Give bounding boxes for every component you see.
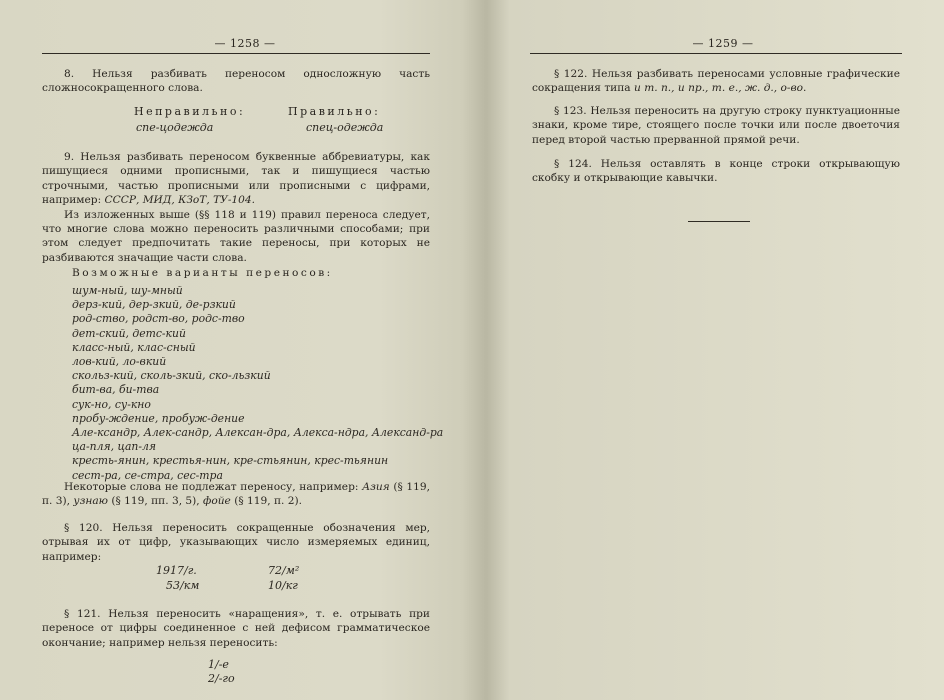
rule-124 — [532, 157, 900, 186]
end-rule — [688, 221, 750, 222]
right-label: Правильно: — [288, 105, 381, 118]
page-number-1258: — 1258 — — [214, 37, 276, 50]
conclusion-text: Из изложенных выше (§§ 118 и 119) правил переноса следует, что многие слова можно переносить различными способами; при этом следует предпочитать такие переносы, при которых не разбиваются значащие части слова. — [42, 208, 430, 264]
unit-example: 10/кг — [268, 579, 298, 592]
exception-word: Азия — [362, 481, 390, 493]
rule-123 — [532, 104, 900, 147]
variant-line: лов-кий, ло-вкий — [72, 355, 167, 369]
variant-line: сук-но, су-кно — [72, 397, 151, 411]
rule-8-examples — [42, 105, 430, 139]
rule-121-text: § 121. Нельзя переносить «наращения», т. е. отрывать при переносе от цифры соединенное с ней дефисом грамматическое окончание; например нельзя переносить: — [42, 608, 430, 649]
unit-example: 1917/г. — [156, 564, 197, 577]
rule-120 — [42, 521, 430, 564]
page-number-1259: — 1259 — — [692, 37, 754, 50]
rule-120-text: § 120. Нельзя переносить сокращенные обозначения мер, отрывая их от цифр, указывающих число измеряемых единиц, например: — [42, 522, 430, 563]
exceptions — [42, 480, 430, 509]
variant-line: род-ство, родст-во, родс-тво — [72, 312, 245, 326]
header-rule — [42, 53, 430, 54]
variant-line: сест-ра, се-стра, сес-тра — [72, 468, 223, 482]
rule-9 — [42, 150, 430, 265]
variants-heading — [72, 266, 430, 280]
variant-line: ца-пля, цап-ля — [72, 440, 157, 454]
exception-word: узнаю — [73, 495, 108, 508]
exception-word: фойе — [203, 495, 231, 508]
variant-line: скольз-кий, сколь-зкий, ско-льзкий — [72, 369, 271, 383]
rule-122 — [532, 67, 900, 96]
variants-list — [72, 284, 442, 483]
unit-example: 53/км — [166, 579, 200, 592]
variant-line: дерз-кий, дер-зкий, де-рзкий — [72, 298, 236, 312]
variant-line: Але-ксандр, Алек-сандр, Алексан-дра, Алекса-ндра, Александ-ра — [72, 426, 444, 440]
wrong-label: Неправильно: — [134, 105, 246, 118]
rule-8-text: 8. Нельзя разбивать переносом односложную часть сложносокращенного слова. — [42, 68, 430, 95]
rule-123-text: § 123. Нельзя переносить на другую строку пунктуационные знаки, кроме тире, стоящего после точки или после двоеточия перед второй частью прерванной прямой речи. — [532, 105, 900, 146]
rule-124-text: § 124. Нельзя оставлять в конце строки открывающую скобку и открывающие кавычки. — [532, 158, 900, 185]
wrong-example: спе-цодежда — [136, 121, 214, 134]
right-page — [492, 0, 944, 700]
variants-heading-text: Возможные варианты переносов: — [72, 267, 333, 279]
rule-9-examples: СССР, МИД, КЗоТ, ТУ-104. — [104, 194, 255, 207]
rule-122-examples: и т. п., и пр., т. е., ж. д., о-во. — [634, 82, 807, 95]
variant-line: кресть-янин, крестья-нин, кре-стьянин, крес-тьянин — [72, 454, 389, 468]
right-example: спец-одежда — [306, 121, 384, 134]
variant-line: класс-ный, клас-сный — [72, 340, 196, 354]
exception-ref: (§ 119, п. 2). — [234, 495, 302, 508]
unit-example: 72/м² — [268, 564, 300, 577]
rule-9-text: 9. Нельзя разбивать переносом буквенные аббревиатуры, как пишущиеся одними прописными, так и пишущиеся частью строчными, частью прописными или прописными с цифрами, например: — [42, 151, 430, 207]
unit-examples — [42, 564, 430, 594]
variant-line: пробу-ждение, пробуж-дение — [72, 411, 245, 425]
rule-122-text: § 122. Нельзя разбивать переносами условные графические сокращения типа — [532, 68, 900, 95]
rule-8 — [42, 67, 430, 96]
exception-ref: (§ 119, пп. 3, 5), — [111, 495, 200, 508]
increment-example: 1/-е — [208, 658, 229, 671]
exceptions-prefix: Некоторые слова не подлежат переносу, например: — [64, 481, 359, 493]
variant-line: бит-ва, би-тва — [72, 383, 160, 397]
exception-ref: (§ 119, п. 3), — [42, 481, 430, 508]
increment-example: 2/-го — [208, 672, 235, 685]
increment-examples — [208, 658, 235, 686]
rule-121 — [42, 607, 430, 650]
variant-line: дет-ский, детс-кий — [72, 326, 186, 340]
variant-line: шум-ный, шу-мный — [72, 284, 183, 297]
header-rule — [530, 53, 902, 54]
